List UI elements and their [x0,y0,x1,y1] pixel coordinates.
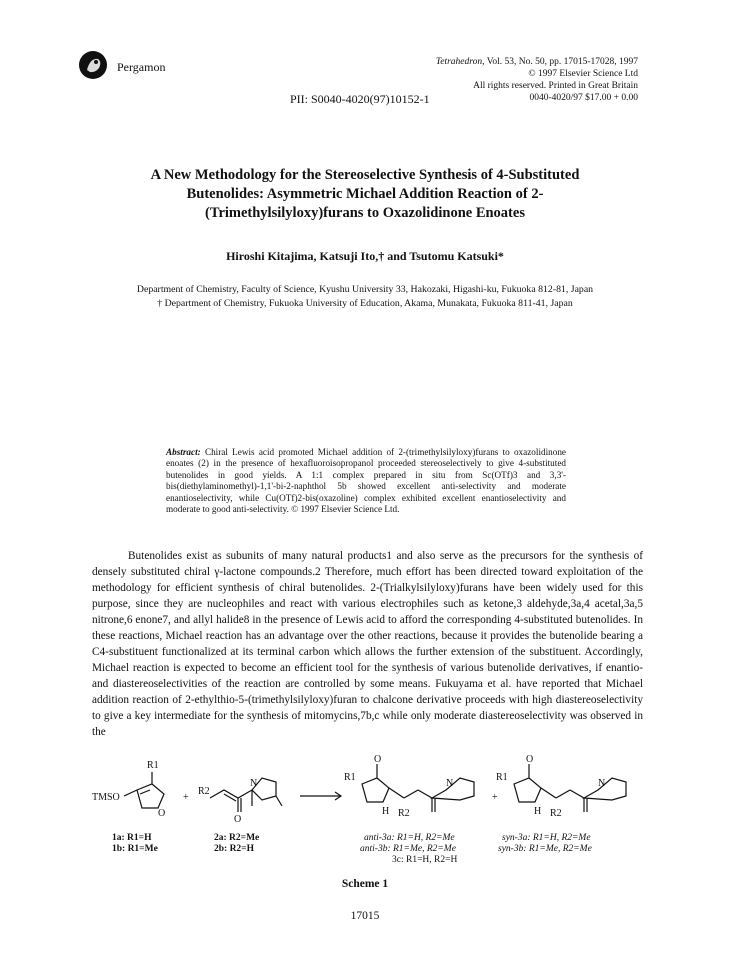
journal-volume: , Vol. 53, No. 50, pp. 17015-17028, 1997 [482,57,638,67]
authors: Hiroshi Kitajima, Katsuji Ito,† and Tsutomu Katsuki* [226,249,504,263]
affiliation-1: Department of Chemistry, Faculty of Science, Kyushu University 33, Hakozaki, Higashi-ku, Fukuoka 812-81, Japan [136,284,594,295]
syn-o: O [526,754,534,765]
syn-r1: R1 [496,772,508,783]
publisher-logo [78,50,108,80]
label-syn-3a: syn-3a: R1=H, R2=Me [502,833,591,843]
title-line-3: (Trimethylsilyloxy)furans to Oxazolidinone Enoates [205,205,525,221]
title-line-1: A New Methodology for the Stereoselective Synthesis of 4-Substituted [150,167,580,183]
enoate-o: O [234,814,242,825]
price-line: 0040-4020/97 $17.00 + 0.00 [529,93,638,103]
rights-line: All rights reserved. Printed in Great Britain [473,81,638,91]
body-text [92,548,643,740]
journal-name: Tetrahedron [435,57,483,67]
anti-r2: R2 [398,808,410,819]
scheme-caption: Scheme 1 [341,878,389,890]
affiliation-2: † Department of Chemistry, Fukuoka University of Education, Akama, Munakata, Fukuoka 811-41, Japan [157,298,573,309]
anti-n: N [446,778,454,789]
copyright-line: © 1997 Elsevier Science Ltd [528,69,638,79]
furan-o: O [158,808,166,819]
furan-r1: R1 [147,760,159,771]
title-line-2: Butenolides: Asymmetric Michael Addition Reaction of 2- [186,186,544,202]
anti-h: H [382,806,390,817]
plus-sign-1: + [183,792,189,803]
furan-tmso: TMSO [92,792,120,803]
plus-sign-2: + [492,792,498,803]
body-paragraph: Butenolides exist as subunits of many natural products1 and also serve as the precursors for the synthesis of densely substituted chiral γ-lactone compounds.2 Therefore, much effort has been directed toward exploitation of the methodology for efficient synthesis of chiral butenolides. 2-(Trialkylsilyloxy)furans have been widely used for this purpose, since they are nucleophiles and react with various electrophiles such as ketone,3 aldehyde,3a,4 acetal,3a,5 nitrone,6 enone7, and allyl halide8 in the presence of Lewis acid to afford the corresponding 4-substituted butenolides. In these reactions, Michael reaction has an advantage over the other reactions, because it provides the butenolide bearing a C4-substituent functionalized at its terminal carbon which allows the further extension of the substituent. Accordingly, Michael reaction is expected to become an efficient tool for the synthesis of various butenolide derivatives, if enantio- and diastereoselectivities of the reaction are controlled by some means. Fukuyama et al. have reported that Michael addition reaction of 2-ethylthio-5-(trimethylsilyloxy)furan to chalcone derivative proceeds with high diastereoselectivity to give a key intermediate for the synthesis of mitomycins,7b,c while only moderate diastereoselectivity was observed in the [92,550,643,738]
abstract-text: Chiral Lewis acid promoted Michael addition of 2-(trimethylsilyloxy)furans to oxazolidinone enoates (2) in the presence of hexafluoroisopropanol proceeded stereoselectively to give 4-substituted butenolides in good yields. A 1:1 complex prepared in situ from Sc(OTf)3 and 3,3'-bis(diethylaminomethyl)-1,1'-bi-2-naphthol 5b showed excellent anti-selectivity and moderate enantioselectivity, while Cu(OTf)2-bis(oxazoline) complex exhibited excellent enantioselectivity and moderate to good anti-selectivity. © 1997 Elsevier Science Ltd. [166,447,567,515]
syn-h: H [534,806,542,817]
abstract-label: Abstract: [166,447,201,457]
publisher-name: Pergamon [117,60,166,74]
journal-info [338,56,638,104]
label-1a: 1a: R1=H [112,833,152,843]
paper-title [80,166,650,223]
label-1b: 1b: R1=Me [112,844,158,854]
label-syn-3b: syn-3b: R1=Me, R2=Me [498,844,592,854]
label-2a: 2a: R2=Me [214,833,260,843]
syn-r2: R2 [550,808,562,819]
anti-o: O [374,754,382,765]
page-number: 17015 [350,910,380,922]
reaction-scheme [92,754,643,874]
label-anti-3b: anti-3b: R1=Me, R2=Me [360,844,456,854]
enoate-n: N [250,778,258,789]
abstract [166,447,566,515]
label-anti-3a: anti-3a: R1=H, R2=Me [364,833,455,843]
label-2b: 2b: R2=H [214,844,254,854]
anti-r1: R1 [344,772,356,783]
enoate-r2: R2 [198,786,210,797]
affiliations [80,283,650,311]
label-3c: 3c: R1=H, R2=H [392,855,458,865]
syn-n: N [598,778,606,789]
pii-code: PII: S0040-4020(97)10152-1 [290,92,430,106]
